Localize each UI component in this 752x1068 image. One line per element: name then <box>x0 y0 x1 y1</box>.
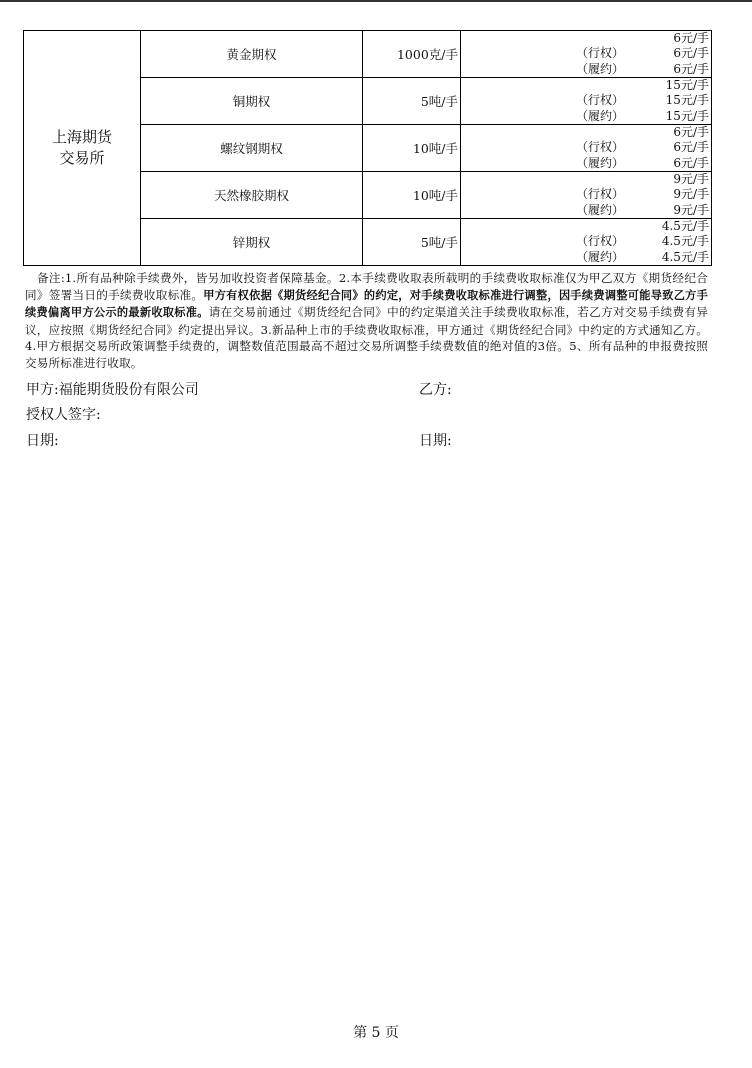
product-name: 螺纹钢期权 <box>141 125 363 172</box>
product-name: 锌期权 <box>141 219 363 266</box>
product-name: 铜期权 <box>141 78 363 125</box>
product-unit: 10吨/手 <box>363 172 461 219</box>
fee-perform: 9元/手 <box>673 203 709 217</box>
exchange-line-1: 上海期货 <box>51 128 112 146</box>
fee-perform: 6元/手 <box>673 62 709 76</box>
product-name: 黄金期权 <box>141 31 363 78</box>
product-unit: 10吨/手 <box>363 125 461 172</box>
fee-perform: 4.5元/手 <box>661 250 709 264</box>
fee-cell <box>461 172 712 219</box>
note-bold-clause: 甲方有权依据《期货经纪合同》的约定，对手续费收取标准进行调整，因手续费调整可能导致乙方手续费偏离甲方公示的最新收取标准。 <box>25 288 708 319</box>
fee-label-perform: （履约） <box>576 62 625 76</box>
fee-label-perform: （履约） <box>576 203 625 217</box>
exchange-name <box>24 31 141 266</box>
exchange-line-2: 交易所 <box>59 149 105 167</box>
product-unit: 5吨/手 <box>363 78 461 125</box>
fee-cell <box>461 31 712 78</box>
fee-cell <box>461 125 712 172</box>
product-unit: 5吨/手 <box>363 219 461 266</box>
fee-label-exercise: （行权） <box>576 140 625 154</box>
fee-label-perform: （履约） <box>576 109 625 123</box>
fee-label-perform: （履约） <box>576 156 625 170</box>
note-part-1: 备注:1.所有品种除手续费外，皆另加收投资者保障基金。2.本手续费收取表所载明的手续费收取标准仅为甲乙双方《期货经纪合同》签署当日的手续费收取标准。 <box>25 271 708 302</box>
remarks-note <box>25 270 708 371</box>
product-unit: 1000克/手 <box>363 31 461 78</box>
fee-cell <box>461 219 712 266</box>
party-a-label: 甲方:福能期货股份有限公司 <box>26 382 199 398</box>
fee-label-exercise: （行权） <box>576 234 625 248</box>
fee-exercise: 6元/手 <box>673 46 709 60</box>
fee-open: 15元/手 <box>665 78 709 92</box>
fee-exercise: 9元/手 <box>673 187 709 201</box>
fee-label-perform: （履约） <box>576 250 625 264</box>
fee-perform: 15元/手 <box>665 109 709 123</box>
party-b-label: 乙方: <box>419 382 452 398</box>
fee-open: 6元/手 <box>673 125 709 139</box>
fee-exercise: 6元/手 <box>673 140 709 154</box>
fee-label-exercise: （行权） <box>576 187 625 201</box>
fee-label-exercise: （行权） <box>576 93 625 107</box>
fee-perform: 6元/手 <box>673 156 709 170</box>
fee-table <box>23 30 712 266</box>
authorized-signature-label: 授权人签字: <box>26 407 101 423</box>
page-number: 第 5 页 <box>353 1025 399 1041</box>
fee-open: 4.5元/手 <box>661 219 709 233</box>
fee-open: 9元/手 <box>673 172 709 186</box>
table-row <box>24 31 712 78</box>
fee-label-exercise: （行权） <box>576 46 625 60</box>
fee-open: 6元/手 <box>673 31 709 45</box>
date-a-label: 日期: <box>26 433 59 449</box>
note-part-2: 请在交易前通过《期货经纪合同》中的约定渠道关注手续费收取标准，若乙方对交易手续费有异议，应按照《期货经纪合同》约定提出异议。3.新品种上市的手续费收取标准，甲方通过《期货经纪合同》中约定的方式通知乙方。4.甲方根据交易所政策调整手续费的，调整数值范围最高不超过交易所调整手续费数值的绝对值的3倍。5、所有品种的申报费按照交易所标准进行收取。 <box>25 305 708 370</box>
fee-exercise: 4.5元/手 <box>661 234 709 248</box>
date-b-label: 日期: <box>419 433 452 449</box>
top-rule <box>0 0 752 2</box>
product-name: 天然橡胶期权 <box>141 172 363 219</box>
fee-exercise: 15元/手 <box>665 93 709 107</box>
fee-cell <box>461 78 712 125</box>
